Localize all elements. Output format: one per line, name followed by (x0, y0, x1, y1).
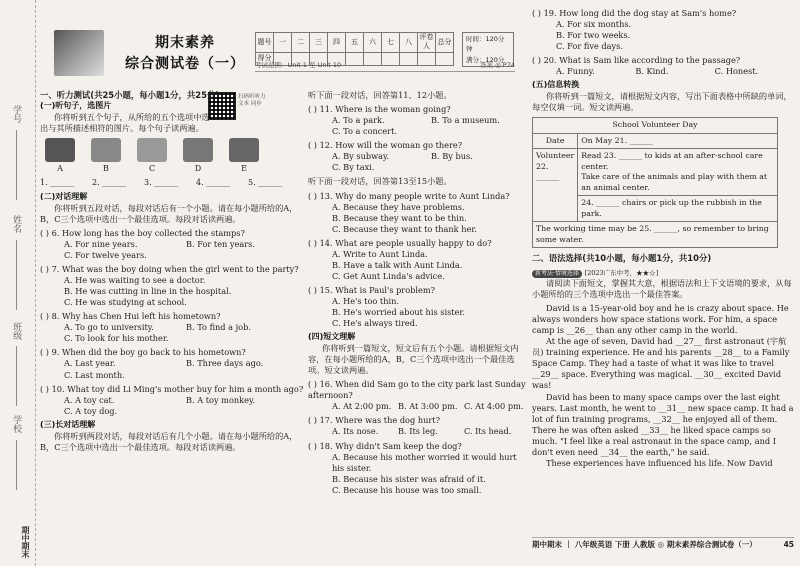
option-9c: C. Last month. (64, 369, 125, 380)
option-7a: A. He was waiting to see a doctor. (64, 275, 206, 286)
picture-e: E (224, 138, 264, 175)
answer-ref: 答案 ◎ P74 (480, 61, 515, 69)
blank-3[interactable]: 3. ______ (144, 178, 179, 188)
fill-line (16, 240, 17, 310)
fill-line (16, 130, 17, 200)
option-14a: A. Write to Aunt Linda. (332, 248, 428, 259)
label-name: 姓名 (11, 215, 22, 233)
score-header-cell: 评卷人 (419, 33, 434, 51)
option-6c: C. For twelve years. (64, 249, 147, 260)
label-student-number: 学号 (11, 105, 22, 123)
part1-title: (一)听句子，选图片 (40, 101, 112, 111)
fill-line (16, 346, 17, 406)
exam-header (40, 28, 520, 80)
volunteer-table (532, 117, 778, 248)
column-3 (532, 8, 794, 469)
question-18: ( ) 18. Why didn't Sam keep the dog? (308, 440, 462, 451)
options-20: A. Funny. B. Kind. C. Honest. (556, 66, 759, 77)
option-13a: A. Because they have problems. (332, 201, 465, 212)
question-7: ( ) 7. What was the boy doing when the girl went to the party? (40, 263, 299, 274)
title-line-2: 综合测试卷（一） (125, 55, 245, 72)
part1-instructions: 你将听到五个句子，从所给的五个选项中选出与其所描述相符的图片。每个句子读两遍。 (40, 112, 210, 134)
column-2 (308, 90, 530, 496)
binding-strip (0, 0, 36, 566)
label-school: 学校 (11, 415, 22, 433)
working-time[interactable]: The working time may be 25. ______, so remember to bring some water. (533, 222, 778, 248)
date-value[interactable]: On May 21. ______ (578, 133, 778, 149)
part4-instructions: 你将听到一篇短文，短文后有五个小题。请根据短文内容，在每小题所给的A，B，C三个选项中选出一个最佳选项。短文读两遍。 (308, 343, 519, 376)
passage-paragraph-4: These experiences have influenced his life. Now David (546, 457, 773, 468)
blank-4[interactable]: 4. ______ (196, 178, 231, 188)
blank-2[interactable]: 2. ______ (92, 178, 127, 188)
score-header-cell: 五 (346, 33, 364, 53)
astronaut-image (54, 30, 104, 76)
date-label: Date (533, 133, 578, 149)
question-8: ( ) 8. Why has Chen Hui left his hometown? (40, 311, 221, 322)
time-limit: 时间：120分钟 (466, 35, 505, 54)
option-7b: B. He was cutting in line in the hospital. (64, 286, 232, 297)
option-18c: C. Because his house was too small. (332, 484, 482, 495)
options-12: A. By subway. B. By bus. (332, 151, 473, 162)
option-7c: C. He was studying at school. (64, 297, 187, 308)
options-9: A. Last year. B. Three days ago. (64, 358, 264, 369)
new-format-tag: 新考法·情境选择 (532, 270, 582, 278)
volunteer-task-3[interactable]: 24. ______ chairs or pick up the rubbish in the park. (578, 196, 778, 222)
picture-c: C (132, 138, 172, 175)
part2-title: (二)对话理解 (40, 191, 88, 201)
volunteer-task-1: Read 23. ______ to kids at an after-school care center. Take care of the animals and play with them at an animal center. (578, 149, 778, 196)
column-1 (40, 90, 308, 453)
camera-icon (45, 138, 75, 162)
grammar-instructions: 请阅读下面短文，掌握其大意，根据语法和上下文语境的要求，从每小题所给的三个选项中选出一个最佳答案。 (532, 277, 792, 299)
picture-a: A (40, 138, 80, 175)
question-12: ( ) 12. How will the woman go there? (308, 140, 463, 151)
score-header-cell: 一 (274, 33, 292, 53)
part2-instructions: 你将听到五段对话，每段对话后有一个小题。请在每小题所给的A，B，C三个选项中选出一个最佳选项。每段对话读两遍。 (40, 202, 298, 224)
score-header-cell: 二 (292, 33, 310, 53)
exam-scope (255, 61, 515, 72)
options-16: A. At 2:00 pm. B. At 3:00 pm. C. At 4:00 pm. (332, 401, 524, 412)
score-header-cell: 总分 (436, 33, 454, 53)
question-16: ( ) 16. When did Sam go to the city park last Sunday afternoon? (308, 379, 526, 401)
page-footer (532, 537, 794, 550)
score-header-cell: 七 (382, 33, 400, 53)
intro-11-12: 听下面一段对话，回答第11、12小题。 (308, 90, 452, 100)
passage-paragraph-3: David has been to many space camps over the last eight years. Last month, he went to __31__ new space camp. It had a lot of fun training programs, __32__ he enjoyed all of them. There he was often asked __33__ he liked space camps so much. "I feel like a real astronaut in the space camp, and I don't even need __34__ the earth," he said. (532, 391, 794, 457)
option-19b: B. For two weeks. (556, 30, 631, 41)
picture-options (40, 138, 308, 175)
picture-d: D (178, 138, 218, 175)
pandas-icon (229, 138, 259, 162)
option-11c: C. To a concert. (332, 126, 398, 137)
question-15: ( ) 15. What is Paul's problem? (308, 285, 436, 295)
picture-b: B (86, 138, 126, 175)
options-10: A. A toy cat. B. A toy monkey. (64, 394, 256, 405)
blank-5[interactable]: 5. ______ (248, 178, 283, 188)
options-17: A. Its nose. B. Its leg. C. Its head. (332, 426, 512, 437)
question-19: ( ) 19. How long did the dog stay at Sam's home? (532, 8, 737, 18)
books-icon (91, 138, 121, 162)
part3-title: (三)长对话理解 (40, 419, 96, 429)
table-title: School Volunteer Day (533, 118, 778, 134)
option-18a: A. Because his mother worried it would hurt his sister. (332, 451, 517, 473)
question-14: ( ) 14. What are people usually happy to do? (308, 237, 492, 248)
part3-instructions: 你将听到两段对话，每段对话后有几个小题。请在每小题所给的A，B，C三个选项中选出一个最佳选项。每段对话读两遍。 (40, 430, 298, 452)
part5-title: (五)信息转换 (532, 80, 580, 90)
score-header-cell: 八 (400, 33, 418, 53)
score-header-cell: 题号 (256, 33, 274, 53)
question-10: ( ) 10. What toy did Li Ming's mother buy for him a month ago? (40, 383, 304, 394)
scope-text: 考试范围：Unit 1 至 Unit 10 (255, 61, 342, 69)
brand-logo: 期中期末 (21, 526, 30, 558)
question-6: ( ) 6. How long has the boy collected the stamps? (40, 227, 245, 238)
option-12c: C. By taxi. (332, 162, 375, 173)
title-line-1: 期末素养 (155, 35, 215, 51)
tag-source: [2023广东中考，★★☆] (584, 268, 659, 277)
blank-1[interactable]: 1. ______ (40, 178, 75, 188)
score-header-cell: 六 (364, 33, 382, 53)
question-17: ( ) 17. Where was the dog hurt? (308, 415, 440, 426)
exam-title (120, 34, 250, 74)
option-19c: C. For five days. (556, 41, 623, 52)
footer-text: 期中期末 ｜ 八年级英语 下册 人教版 ◎ 期末素养综合测试卷（一） (532, 540, 757, 549)
option-15a: A. He's too thin. (332, 296, 399, 307)
options-8: A. To go to university. B. To find a job. (64, 322, 251, 333)
option-8c: C. To look for his mother. (64, 333, 169, 344)
qr-caption: 扫码听听力 文本 同步 (238, 94, 266, 107)
score-header-cell: 四 (328, 33, 346, 53)
part4-title: (四)短文理解 (308, 332, 356, 342)
intro-13-15: 听下面一段对话，回答第13至15小题。 (308, 176, 452, 187)
page-number: 45 (783, 540, 794, 549)
part5-instructions: 你将听到一篇短文，请根据短文内容，写出下面表格中所缺的单词，每空仅填一词。短文读两遍。 (532, 91, 792, 113)
score-cell[interactable]: 得分 (256, 52, 274, 65)
question-20: ( ) 20. What is Sam like according to the passage? (532, 55, 741, 66)
grammar-tag-line (532, 267, 794, 278)
option-13b: B. Because they want to be thin. (332, 212, 467, 223)
question-13: ( ) 13. Why do many people write to Aunt Linda? (308, 190, 510, 201)
volunteer-label[interactable]: Volunteer 22. ______ (533, 149, 578, 222)
option-15c: C. He's always tired. (332, 318, 418, 329)
option-18b: B. Because his sister was afraid of it. (332, 473, 486, 484)
question-11: ( ) 11. Where is the woman going? (308, 104, 451, 115)
options-6: A. For nine years. B. For ten years. (64, 238, 255, 249)
options-11: A. To a park. B. To a museum. (332, 115, 500, 126)
passage-paragraph-2: At the age of seven, David had __27__ first astronaut (宇航员) training experience. He and his parents __28__ to a Family Space Camp. They had a taste of what it was like to travel __29__ space. Everything was magical. __30__ excited David was! (532, 336, 790, 391)
answer-blanks (40, 178, 308, 189)
section-grammar-title: 二、语法选择(共10小题，每小题1分，共10分) (532, 253, 712, 264)
option-14c: C. Get Aunt Linda's advice. (332, 270, 445, 281)
score-header-cell: 三 (310, 33, 328, 53)
label-class: 班级 (11, 322, 22, 340)
option-19a: A. For six months. (556, 19, 632, 30)
option-14b: B. Have a talk with Aunt Linda. (332, 259, 463, 270)
running-icon (183, 138, 213, 162)
section-listening-title: 一、听力测试(共25小题，每小题1分，共25分) (40, 90, 220, 100)
option-15b: B. He's worried about his sister. (332, 307, 466, 318)
fill-line (16, 440, 17, 490)
option-10c: C. A toy dog. (64, 405, 118, 416)
option-13c: C. Because they want to thank her. (332, 223, 477, 234)
question-9: ( ) 9. When did the boy go back to his hometown? (40, 347, 246, 358)
girl-icon (137, 138, 167, 162)
passage-paragraph-1: David is a 15-year-old boy and he is crazy about space. He always wonders how space stations work. For him, a space camp is __26__ than any other camp in the world. (532, 303, 789, 336)
full-score: 满分：120分 (466, 55, 505, 64)
